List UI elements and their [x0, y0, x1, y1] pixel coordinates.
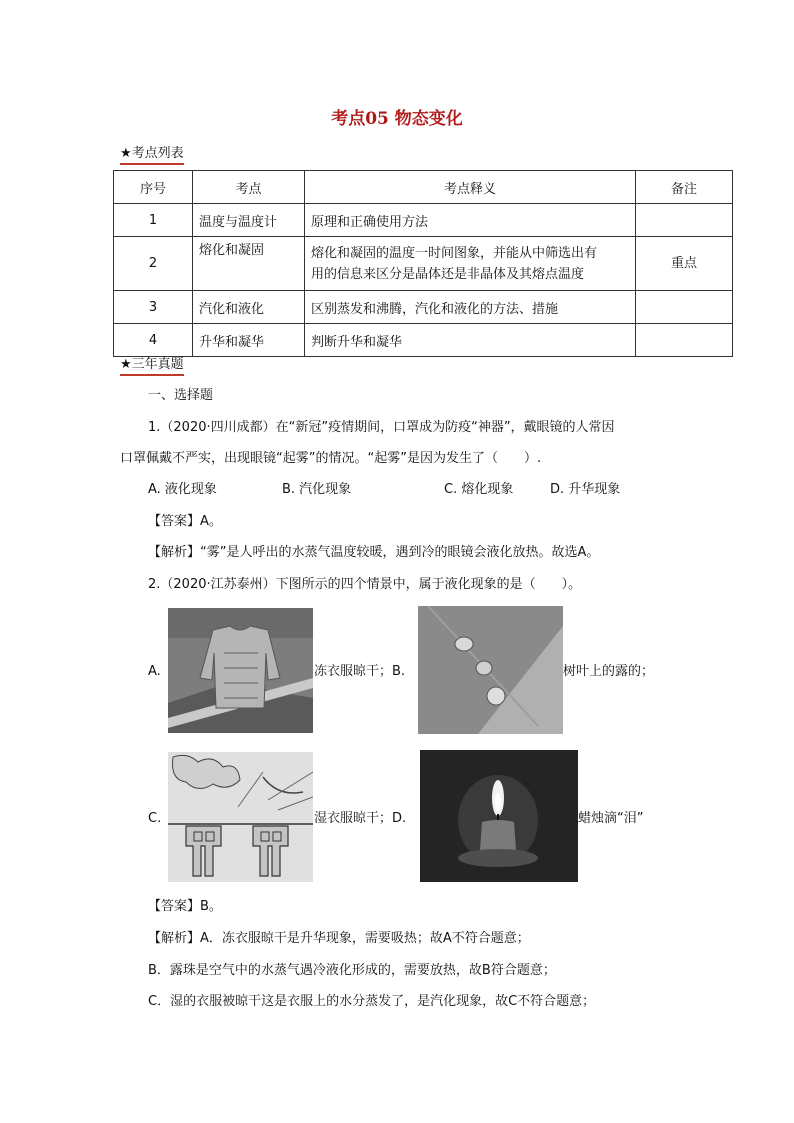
- row-explanation-line: 熔化和凝固的温度一时间图象，并能从中筛选出有: [311, 245, 598, 261]
- wet-clothes-drying-image: [168, 752, 313, 882]
- frozen-clothes-image: [168, 608, 313, 733]
- answer-value: B。: [200, 899, 222, 914]
- answer-tag: 【答案】: [148, 514, 201, 529]
- row-note: [636, 324, 733, 357]
- table-row: [114, 324, 733, 357]
- q1-option-b: B. 汽化现象: [282, 482, 352, 497]
- q1-stem-line: 口罩佩戴不严实，出现眼镜“起雾”的情况。“起雾”是因为发生了（ ）.: [120, 451, 542, 466]
- row-topic: 熔化和凝固: [193, 237, 305, 291]
- analysis-text: A．冻衣服晾干是升华现象，需要吸热；故A不符合题意；: [200, 931, 530, 946]
- table-row: [114, 291, 733, 324]
- q2-analysis-line: C．湿的衣服被晾干这是衣服上的水分蒸发了，是汽化现象，故C不符合题意；: [148, 994, 596, 1009]
- q1-stem-line: 1.（2020·四川成都）在“新冠”疫情期间，口罩成为防疫“神器”，戴眼镜的人常因: [148, 420, 615, 435]
- column-header-explanation: 考点释义: [305, 171, 636, 204]
- option-c-caption: 湿衣服晾干；D.: [314, 811, 407, 826]
- topic-table: [113, 170, 733, 357]
- table-header-row: [114, 171, 733, 204]
- analysis-tag: 【解析】: [148, 931, 201, 946]
- option-a-letter: A.: [148, 664, 161, 679]
- row-number: 3: [114, 291, 193, 324]
- q1-answer: [148, 513, 222, 531]
- row-number: 1: [114, 204, 193, 237]
- dew-on-leaf-image: [418, 606, 563, 734]
- analysis-tag: 【解析】: [148, 545, 201, 560]
- row-explanation: [305, 237, 636, 291]
- row-topic: 升华和凝华: [193, 324, 305, 357]
- row-topic: 汽化和液化: [193, 291, 305, 324]
- row-note: [636, 204, 733, 237]
- analysis-text: “雾”是人呼出的水蒸气温度较暖，遇到冷的眼镜会液化放热。故选A。: [200, 545, 600, 560]
- row-number: 2: [114, 237, 193, 291]
- q1-option-a: A. 液化现象: [148, 482, 217, 497]
- option-d-caption: 蜡烛滴“泪”: [578, 811, 644, 826]
- row-note: 重点: [636, 237, 733, 291]
- page-title: 考点05 物态变化: [331, 109, 463, 129]
- q1-option-c: C. 熔化现象: [444, 482, 514, 497]
- q1-analysis: [148, 544, 599, 562]
- row-explanation: 判断升华和凝华: [305, 324, 636, 357]
- table-row: [114, 237, 733, 291]
- row-number: 4: [114, 324, 193, 357]
- row-explanation-line: 用的信息来区分是晶体还是非晶体及其熔点温度: [311, 266, 585, 282]
- table-row: [114, 204, 733, 237]
- q2-stem: 2.（2020·江苏泰州）下图所示的四个情景中，属于液化现象的是（ ）。: [148, 577, 582, 592]
- row-topic: 温度与温度计: [193, 204, 305, 237]
- section-heading-past-exams: ★三年真题: [120, 357, 184, 376]
- option-c-letter: C.: [148, 811, 162, 826]
- q1-option-d: D. 升华现象: [550, 482, 621, 497]
- q2-analysis-line: [148, 930, 530, 948]
- row-explanation: 原理和正确使用方法: [305, 204, 636, 237]
- column-header-note: 备注: [636, 171, 733, 204]
- candle-dripping-image: [420, 750, 578, 882]
- q2-answer: [148, 898, 222, 916]
- answer-tag: 【答案】: [148, 899, 201, 914]
- answer-value: A。: [200, 514, 222, 529]
- row-explanation: 区别蒸发和沸腾，汽化和液化的方法、措施: [305, 291, 636, 324]
- section-heading-topic-list: ★考点列表: [120, 146, 184, 165]
- column-header-topic: 考点: [193, 171, 305, 204]
- part-heading: 一、选择题: [148, 388, 214, 403]
- option-b-caption: 树叶上的露的；: [563, 664, 655, 679]
- q2-analysis-line: B．露珠是空气中的水蒸气遇冷液化形成的，需要放热，故B符合题意；: [148, 963, 556, 978]
- column-header-number: 序号: [114, 171, 193, 204]
- row-note: [636, 291, 733, 324]
- option-a-caption: 冻衣服晾干；B.: [314, 664, 406, 679]
